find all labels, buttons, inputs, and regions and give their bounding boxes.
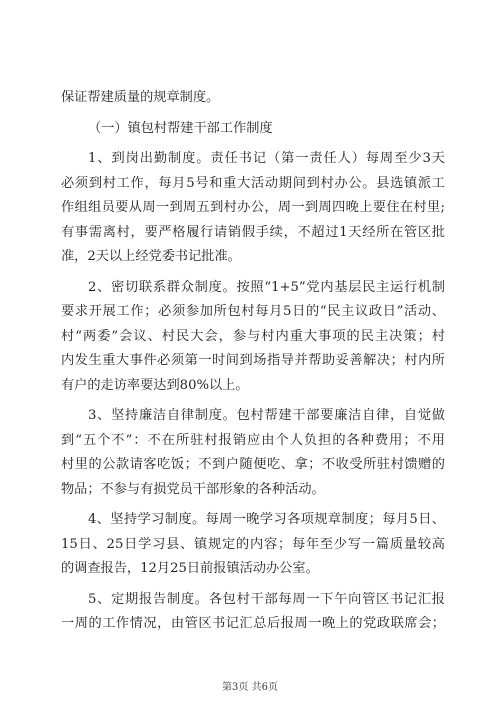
paragraph-2-line: 村“两委”会议、村民大会，参与村内重大事项的民主决策；村 bbox=[61, 328, 445, 344]
paragraph-1-line: 1、到岗出勤制度。责任书记（第一责任人）每周至少3天 bbox=[88, 151, 445, 166]
paragraph-3-line: 到“五个不”：不在所驻村报销应由个人负担的各种费用；不用 bbox=[61, 432, 445, 448]
paragraph-2-line: 要求开展工作；必须参加所包村每月5日的“民主议政日”活动、 bbox=[61, 304, 445, 319]
paragraph-5-line: 5、定期报告制度。各包村干部每周一下午向管区书记汇报 bbox=[88, 591, 445, 607]
paragraph-2-line: 2、密切联系群众制度。按照“1+5”党内基层民主运行机制 bbox=[88, 279, 445, 295]
paragraph-4-line: 15日、25日学习县、镇规定的内容；每年至少写一篇质量较高 bbox=[61, 536, 445, 552]
paragraph-1-line: 必须到村工作，每月5号和重大活动期间到村办公。县选镇派工 bbox=[61, 175, 445, 191]
body-line: 保证帮建质量的规章制度。 bbox=[61, 90, 220, 105]
paragraph-3-line: 村里的公款请客吃饭；不到户随便吃、拿；不收受所驻村馈赠的 bbox=[61, 457, 445, 472]
paragraph-1-line: 作组组员要从周一到周五到村办公，周一到周四晚上要住在村里; bbox=[61, 200, 445, 215]
paragraph-1-line: 有事需离村，要严格履行请销假手续，不超过1天经所在管区批 bbox=[61, 224, 445, 240]
section-heading: （一）镇包村帮建干部工作制度 bbox=[88, 120, 273, 136]
paragraph-1-line: 准，2天以上经党委书记批准。 bbox=[61, 249, 241, 264]
paragraph-3-line: 3、坚持廉洁自律制度。包村帮建干部要廉洁自律，自觉做 bbox=[88, 408, 445, 423]
paragraph-2-line: 内发生重大事件必须第一时间到场指导并帮助妥善解决；村内所 bbox=[61, 353, 445, 368]
document-body bbox=[61, 86, 445, 637]
paragraph-3-line: 物品；不参与有损党员干部形象的各种活动。 bbox=[61, 481, 325, 497]
paragraph-4-line: 4、坚持学习制度。每周一晚学习各项规章制度；每月5日、 bbox=[88, 512, 445, 527]
paragraph-2-line: 有户的走访率要达到80%以上。 bbox=[61, 377, 249, 393]
paragraph-4-line: 的调查报告，12月25日前报镇活动办公室。 bbox=[61, 561, 319, 576]
page-number-footer: 第3页 共6页 bbox=[222, 682, 278, 693]
paragraph-5-line: 一周的工作情况，由管区书记汇总后报周一晚上的党政联席会； bbox=[61, 616, 445, 631]
